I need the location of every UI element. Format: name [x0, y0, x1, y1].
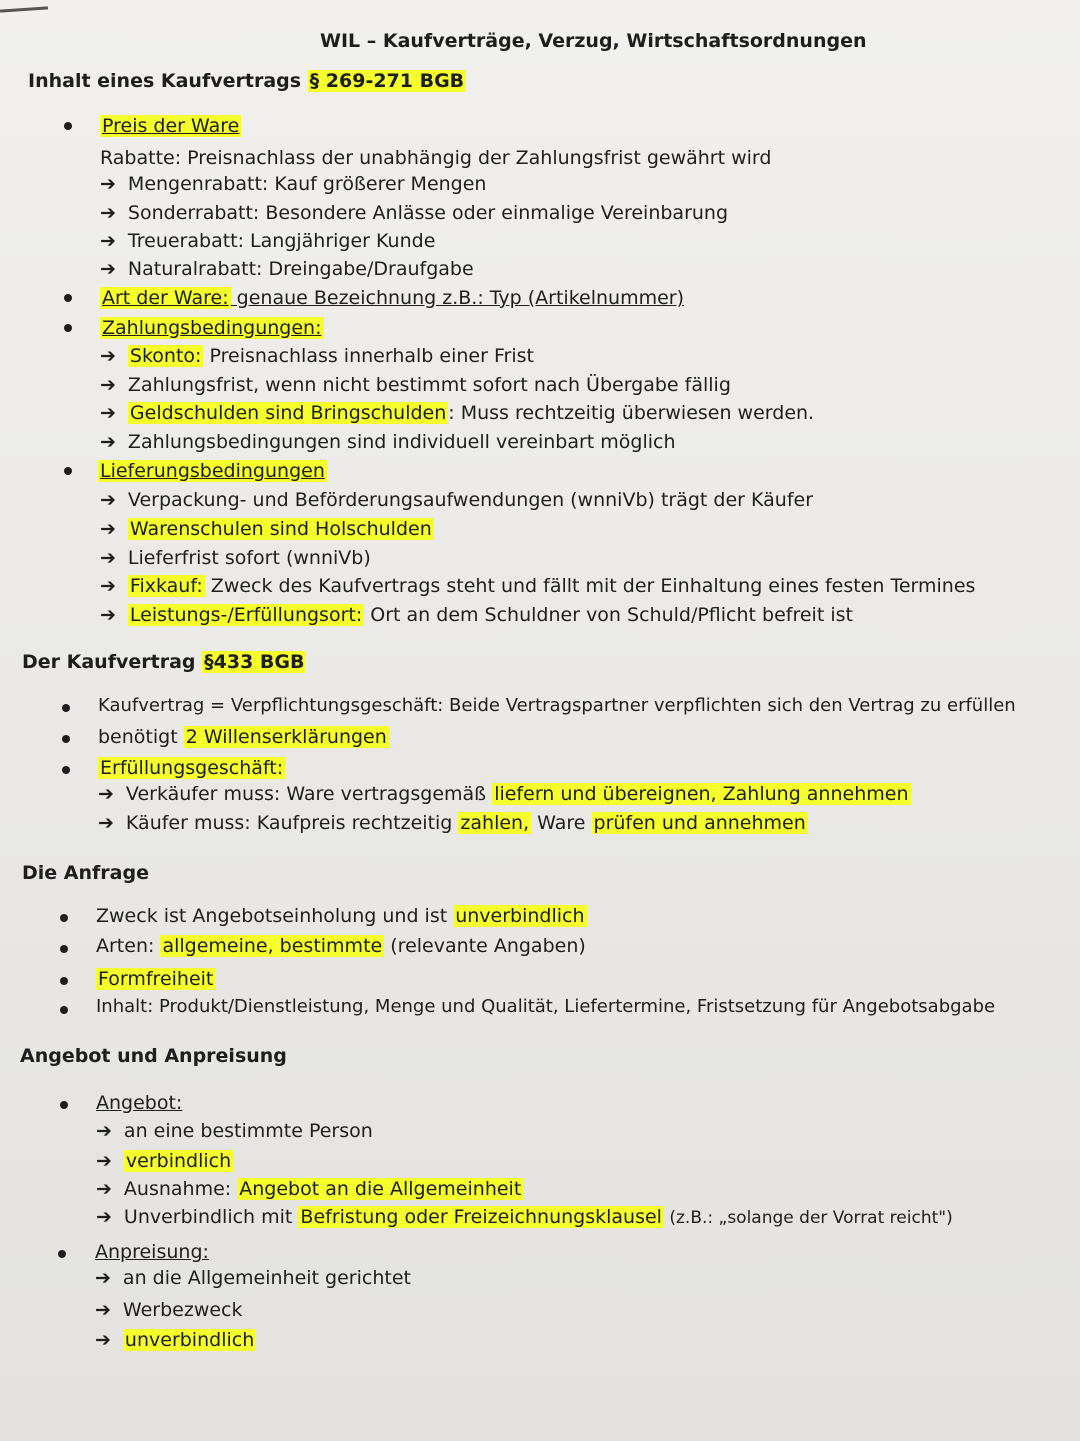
- list-item: [98, 725, 389, 749]
- arrow-icon: ➔: [100, 604, 116, 626]
- list-item: Kaufvertrag = Verpflichtungsgeschäft: Beide Vertragspartner verpflichten sich den Vertrag zu erfüllen: [98, 695, 1016, 716]
- bullet-dot: [64, 294, 72, 302]
- item-label: Zahlungsbedingungen:: [102, 317, 322, 339]
- sub-item-highlight: prüfen und annehmen: [593, 812, 806, 834]
- arrow-icon: ➔: [100, 575, 116, 597]
- bullet-dot: [58, 1250, 66, 1258]
- list-item: [96, 967, 215, 991]
- list-item: [95, 1240, 209, 1264]
- item-label: Erfüllungsgeschäft:: [100, 757, 284, 779]
- arrow-icon: ➔: [100, 345, 116, 367]
- sub-item: [96, 1149, 233, 1173]
- arrow-icon: ➔: [100, 431, 116, 453]
- arrow-icon: ➔: [96, 1150, 112, 1172]
- sub-item-text: Ort an dem Schuldner von Schuld/Pflicht befreit ist: [364, 604, 853, 626]
- bullet-dot: [60, 945, 68, 953]
- sub-item-term: Skonto:: [129, 345, 202, 367]
- arrow-icon: ➔: [96, 1178, 112, 1200]
- item-label: Anpreisung:: [95, 1241, 209, 1263]
- heading-law-ref: §433 BGB: [204, 651, 305, 673]
- sub-item-text: Naturalrabatt: Dreingabe/Draufgabe: [127, 258, 474, 280]
- sub-item: [95, 1298, 243, 1322]
- sub-item-text: Verpackung- und Beförderungsaufwendungen (wnniVb) trägt der Käufer: [127, 489, 814, 511]
- sub-item: [100, 430, 676, 454]
- arrow-icon: ➔: [100, 518, 116, 540]
- sub-item: [95, 1266, 411, 1290]
- arrow-icon: ➔: [95, 1267, 111, 1289]
- item-label: Art der Ware:: [102, 287, 229, 309]
- arrow-icon: ➔: [95, 1299, 111, 1321]
- list-item: [96, 1091, 182, 1115]
- arrow-icon: ➔: [100, 402, 116, 424]
- sub-item-highlight: verbindlich: [125, 1150, 232, 1172]
- sub-item-term: Geldschulden sind Bringschulden: [129, 402, 447, 424]
- section-heading-kaufvertrag: [22, 650, 306, 674]
- sub-item: [100, 229, 435, 253]
- sub-item-highlight: unverbindlich: [124, 1329, 255, 1351]
- arrow-icon: ➔: [96, 1120, 112, 1142]
- list-item: [100, 114, 241, 138]
- bullet-dot: [64, 467, 72, 475]
- sub-item-text: Zahlungsfrist, wenn nicht bestimmt sofort nach Übergabe fällig: [127, 374, 731, 396]
- item-text: Arten:: [96, 935, 161, 957]
- sub-item-text: Ware: [531, 812, 592, 834]
- sub-item: [96, 1205, 953, 1230]
- sub-item-highlight: zahlen,: [460, 812, 530, 834]
- sub-item: [96, 1119, 373, 1143]
- arrow-icon: ➔: [98, 812, 114, 834]
- item-label: Preis der Ware: [102, 115, 240, 137]
- heading-text: Der Kaufvertrag: [22, 651, 203, 673]
- sub-item-text: Verkäufer muss: Ware vertragsgemäß: [125, 783, 493, 805]
- arrow-icon: ➔: [100, 230, 116, 252]
- sub-item: [100, 574, 975, 598]
- sub-item: [100, 257, 474, 281]
- arrow-icon: ➔: [95, 1329, 111, 1351]
- sub-item-text: Sonderrabatt: Besondere Anlässe oder einmalige Vereinbarung: [127, 202, 729, 224]
- sub-item-text: Lieferfrist sofort (wnniVb): [127, 547, 371, 569]
- heading-text: Inhalt eines Kaufvertrags: [28, 70, 308, 92]
- sub-item-highlight: Befristung oder Freizeichnungsklausel: [300, 1206, 662, 1228]
- list-item: [96, 904, 587, 928]
- sub-item-text: Treuerabatt: Langjähriger Kunde: [127, 230, 436, 252]
- sub-item: [100, 401, 814, 425]
- sub-item-text: Zahlungsbedingungen sind individuell vereinbart möglich: [127, 431, 676, 453]
- sub-item-term: Warenschulen sind Holschulden: [129, 518, 432, 540]
- item-text: benötigt: [98, 726, 184, 748]
- sub-item: [100, 373, 731, 397]
- bullet-dot: [60, 1006, 68, 1014]
- sub-item-highlight: liefern und übereignen, Zahlung annehmen: [494, 783, 909, 805]
- item-highlight: unverbindlich: [455, 905, 585, 927]
- item-label: Lieferungsbedingungen: [100, 460, 325, 482]
- sub-item-term: Leistungs-/Erfüllungsort:: [129, 604, 363, 626]
- item-label: Angebot:: [96, 1092, 183, 1114]
- sub-item-text: an die Allgemeinheit gerichtet: [122, 1267, 411, 1289]
- heading-law-ref: § 269-271 BGB: [309, 70, 465, 92]
- bullet-dot: [60, 977, 68, 985]
- bullet-dot: [62, 735, 70, 743]
- sub-item-text: Zweck des Kaufvertrags steht und fällt mit der Einhaltung eines festen Termines: [204, 575, 976, 597]
- arrow-icon: ➔: [98, 783, 114, 805]
- arrow-icon: ➔: [100, 547, 116, 569]
- bullet-dot: [64, 122, 72, 130]
- section-heading-angebot: Angebot und Anpreisung: [20, 1045, 287, 1067]
- page-title: WIL – Kaufverträge, Verzug, Wirtschaftsordnungen: [320, 30, 867, 52]
- sub-item: [95, 1328, 256, 1352]
- section-heading-anfrage: Die Anfrage: [22, 862, 149, 884]
- sub-item: [100, 172, 486, 196]
- item-highlight: allgemeine, bestimmte: [162, 935, 383, 957]
- list-item: Inhalt: Produkt/Dienstleistung, Menge und Qualität, Liefertermine, Fristsetzung für Angebotsabgabe: [96, 996, 996, 1017]
- bullet-dot: [64, 324, 72, 332]
- sub-item: [96, 1177, 523, 1201]
- item-highlight: Formfreiheit: [98, 968, 214, 990]
- sub-item: [100, 344, 534, 368]
- list-item: Rabatte: Preisnachlass der unabhängig der Zahlungsfrist gewährt wird: [100, 147, 772, 169]
- bullet-dot: [62, 766, 70, 774]
- list-item: [100, 286, 684, 310]
- sub-item-text: Unverbindlich mit: [123, 1206, 299, 1228]
- sub-item: [100, 517, 434, 541]
- sub-item: [100, 546, 371, 570]
- sub-item-text: Werbezweck: [122, 1299, 243, 1321]
- sub-item: [100, 603, 853, 627]
- list-item: [98, 459, 327, 483]
- item-highlight: 2 Willenserklärungen: [185, 726, 387, 748]
- pen-mark: [0, 6, 48, 12]
- bullet-dot: [60, 914, 68, 922]
- list-item: [96, 934, 586, 958]
- item-text: genaue Bezeichnung z.B.: Typ (Artikelnummer): [230, 287, 685, 309]
- section-heading-inhalt: [28, 69, 466, 93]
- sub-item-text: Mengenrabatt: Kauf größerer Mengen: [127, 173, 487, 195]
- sub-item-text: : Muss rechtzeitig überwiesen werden.: [448, 402, 815, 424]
- sub-item: [98, 782, 911, 806]
- sub-item-term: Fixkauf:: [129, 575, 203, 597]
- arrow-icon: ➔: [100, 374, 116, 396]
- list-item: [98, 756, 285, 780]
- sub-item-highlight: Angebot an die Allgemeinheit: [239, 1178, 522, 1200]
- sub-item-text: (z.B.: „solange der Vorrat reicht"): [663, 1208, 953, 1228]
- item-text: (relevante Angaben): [384, 935, 586, 957]
- sub-item: [98, 811, 808, 835]
- list-item: [100, 316, 324, 340]
- arrow-icon: ➔: [100, 173, 116, 195]
- arrow-icon: ➔: [96, 1206, 112, 1228]
- item-text: Zweck ist Angebotseinholung und ist: [96, 905, 454, 927]
- sub-item-text: Käufer muss: Kaufpreis rechtzeitig: [125, 812, 459, 834]
- arrow-icon: ➔: [100, 202, 116, 224]
- sub-item-text: Preisnachlass innerhalb einer Frist: [203, 345, 534, 367]
- arrow-icon: ➔: [100, 489, 116, 511]
- bullet-dot: [62, 704, 70, 712]
- sub-item: [100, 201, 728, 225]
- sub-item-text: an eine bestimmte Person: [123, 1120, 373, 1142]
- sub-item-text: Ausnahme:: [123, 1178, 238, 1200]
- sub-item: [100, 488, 813, 512]
- arrow-icon: ➔: [100, 258, 116, 280]
- bullet-dot: [60, 1101, 68, 1109]
